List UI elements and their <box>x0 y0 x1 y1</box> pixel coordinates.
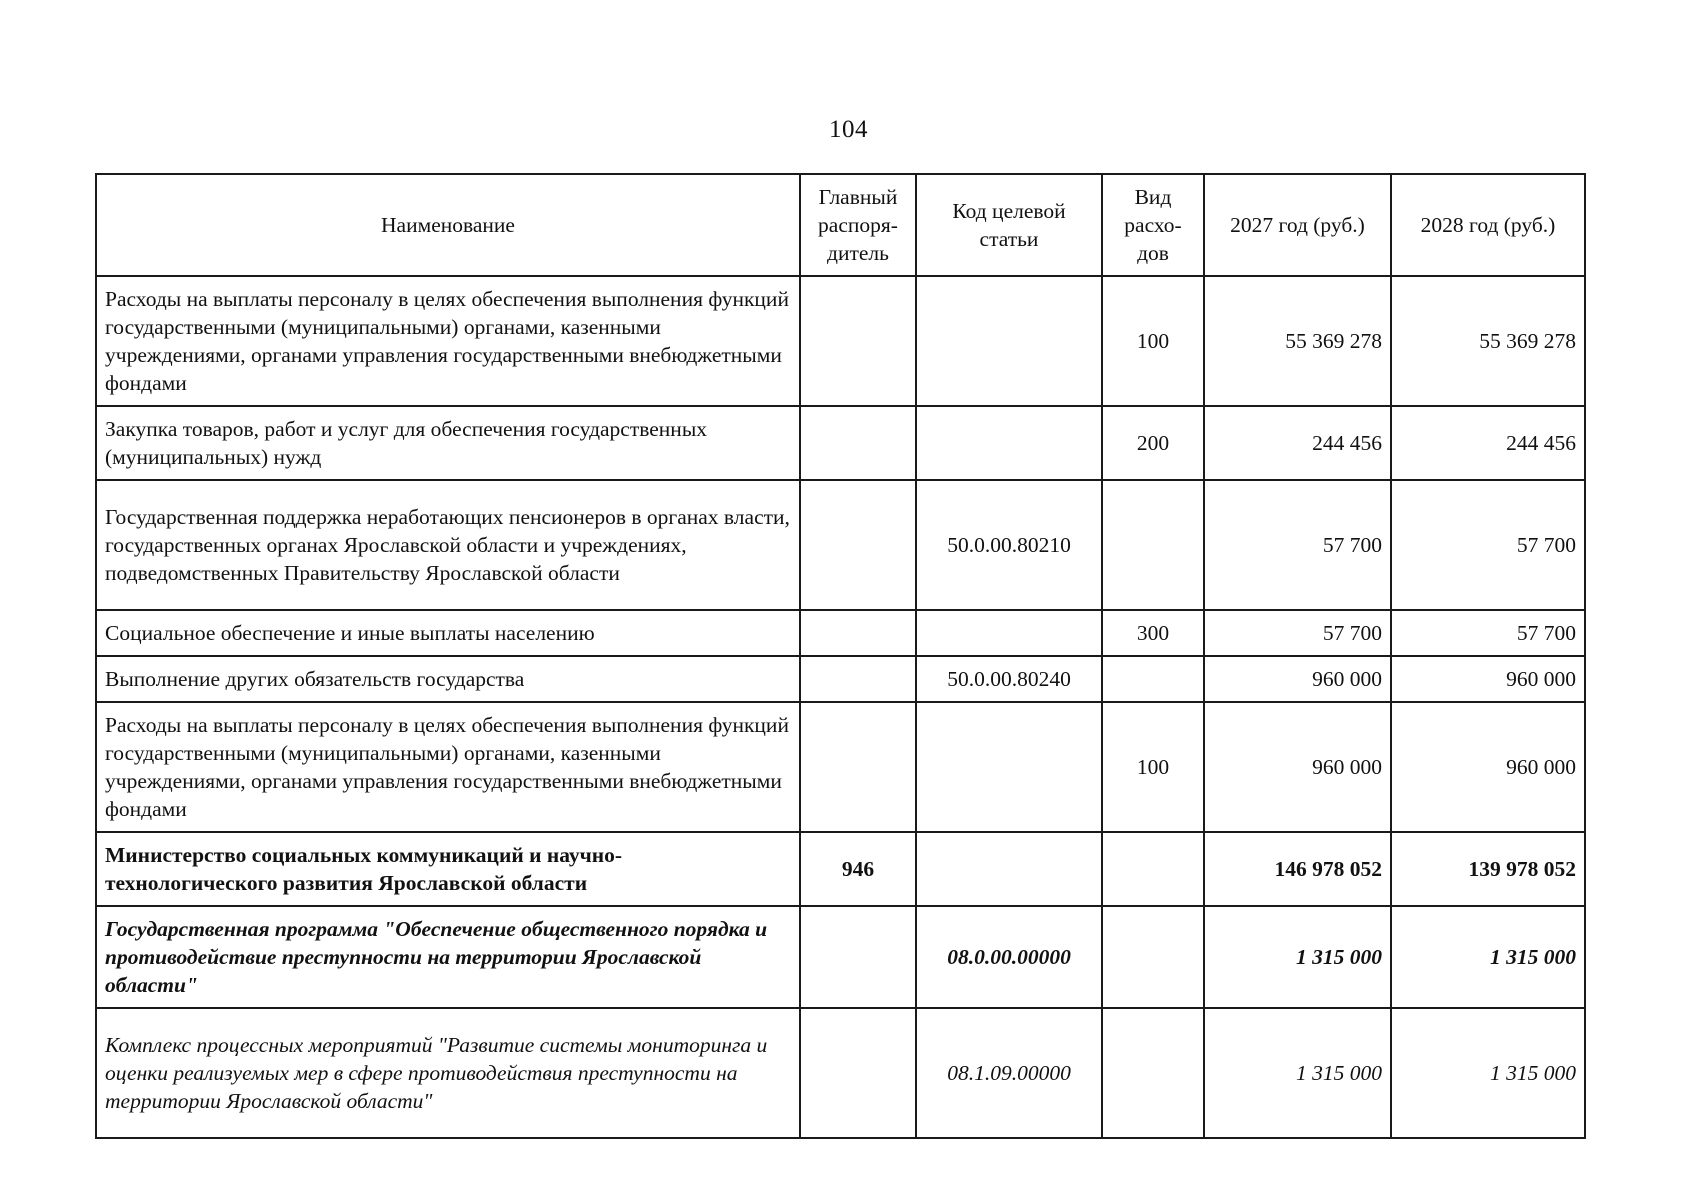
row-admin <box>800 480 916 610</box>
row-admin <box>800 1008 916 1138</box>
row-year-2027: 244 456 <box>1204 406 1391 480</box>
table-row <box>96 656 1585 702</box>
row-name: Министерство социальных коммуникаций и научно-технологического развития Ярославской области <box>96 832 800 906</box>
row-year-2028: 960 000 <box>1391 702 1585 832</box>
header-year-2027: 2027 год (руб.) <box>1204 174 1391 276</box>
row-code: 50.0.00.80210 <box>916 480 1102 610</box>
row-year-2028: 57 700 <box>1391 480 1585 610</box>
row-year-2027: 146 978 052 <box>1204 832 1391 906</box>
table-row <box>96 832 1585 906</box>
row-year-2028: 244 456 <box>1391 406 1585 480</box>
table-row <box>96 480 1585 610</box>
table-header-row <box>96 174 1585 276</box>
row-type <box>1102 832 1204 906</box>
row-admin <box>800 656 916 702</box>
table-row <box>96 406 1585 480</box>
row-code: 08.1.09.00000 <box>916 1008 1102 1138</box>
row-type <box>1102 906 1204 1008</box>
row-type <box>1102 1008 1204 1138</box>
page-number: 104 <box>829 116 868 143</box>
table-row <box>96 276 1585 406</box>
row-year-2027: 1 315 000 <box>1204 1008 1391 1138</box>
row-type <box>1102 480 1204 610</box>
row-year-2028: 1 315 000 <box>1391 1008 1585 1138</box>
row-code <box>916 832 1102 906</box>
row-name: Государственная программа "Обеспечение общественного порядка и противодействие преступности на территории Ярославской области" <box>96 906 800 1008</box>
row-admin <box>800 610 916 656</box>
row-year-2027: 57 700 <box>1204 610 1391 656</box>
row-year-2027: 57 700 <box>1204 480 1391 610</box>
row-name: Социальное обеспечение и иные выплаты населению <box>96 610 800 656</box>
row-name: Выполнение других обязательств государства <box>96 656 800 702</box>
header-code: Код целевой статьи <box>916 174 1102 276</box>
row-admin <box>800 906 916 1008</box>
header-name: Наименование <box>96 174 800 276</box>
row-type: 100 <box>1102 276 1204 406</box>
row-type <box>1102 656 1204 702</box>
row-admin <box>800 406 916 480</box>
row-code: 50.0.00.80240 <box>916 656 1102 702</box>
row-code: 08.0.00.00000 <box>916 906 1102 1008</box>
row-year-2027: 1 315 000 <box>1204 906 1391 1008</box>
row-admin <box>800 276 916 406</box>
row-admin <box>800 702 916 832</box>
table-row <box>96 610 1585 656</box>
row-type: 100 <box>1102 702 1204 832</box>
row-year-2027: 55 369 278 <box>1204 276 1391 406</box>
row-name: Государственная поддержка неработающих пенсионеров в органах власти, государственных органах Ярославской области и учреждениях, подведомственных Правительству Ярославской области <box>96 480 800 610</box>
row-name: Закупка товаров, работ и услуг для обеспечения государственных (муниципальных) нужд <box>96 406 800 480</box>
row-code <box>916 702 1102 832</box>
table-row <box>96 1008 1585 1138</box>
row-year-2027: 960 000 <box>1204 656 1391 702</box>
row-year-2027: 960 000 <box>1204 702 1391 832</box>
row-name: Расходы на выплаты персоналу в целях обеспечения выполнения функций государственными (муниципальными) органами, казенными учреждениями, органами управления государственными внебюджетными фондами <box>96 276 800 406</box>
header-type: Вид расхо-дов <box>1102 174 1204 276</box>
budget-table <box>95 173 1586 1139</box>
row-code <box>916 406 1102 480</box>
row-code <box>916 276 1102 406</box>
row-admin: 946 <box>800 832 916 906</box>
row-year-2028: 55 369 278 <box>1391 276 1585 406</box>
row-year-2028: 139 978 052 <box>1391 832 1585 906</box>
row-name: Комплекс процессных мероприятий "Развитие системы мониторинга и оценки реализуемых мер в сфере противодействия преступности на территории Ярославской области" <box>96 1008 800 1138</box>
row-name: Расходы на выплаты персоналу в целях обеспечения выполнения функций государственными (муниципальными) органами, казенными учреждениями, органами управления государственными внебюджетными фондами <box>96 702 800 832</box>
row-year-2028: 960 000 <box>1391 656 1585 702</box>
row-year-2028: 1 315 000 <box>1391 906 1585 1008</box>
row-year-2028: 57 700 <box>1391 610 1585 656</box>
table-row <box>96 906 1585 1008</box>
row-code <box>916 610 1102 656</box>
row-type: 200 <box>1102 406 1204 480</box>
header-year-2028: 2028 год (руб.) <box>1391 174 1585 276</box>
table-row <box>96 702 1585 832</box>
row-type: 300 <box>1102 610 1204 656</box>
header-admin: Главный распоря-дитель <box>800 174 916 276</box>
